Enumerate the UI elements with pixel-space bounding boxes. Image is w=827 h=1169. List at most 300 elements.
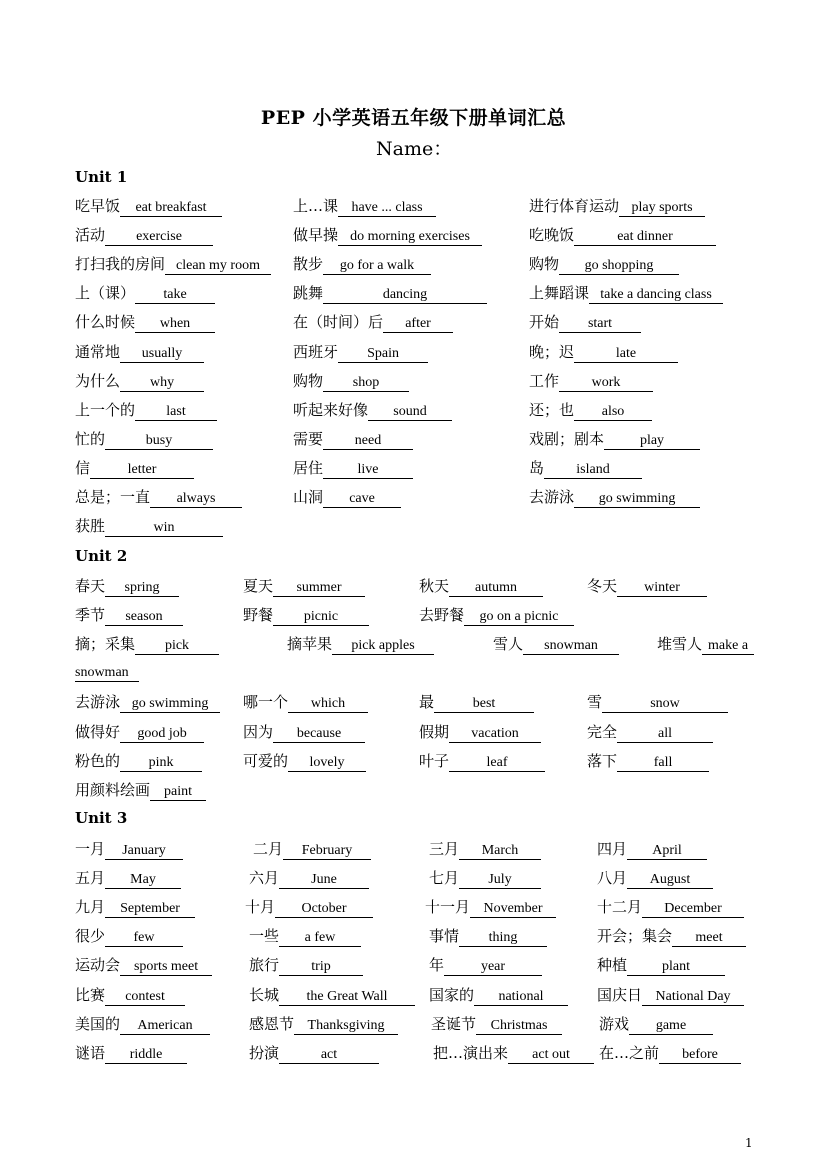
english-answer: island	[544, 461, 642, 479]
english-answer: all	[617, 725, 713, 743]
english-answer: pick	[135, 637, 219, 655]
page-number: 1	[745, 1136, 753, 1150]
chinese-term: 野餐	[243, 606, 274, 625]
vocab-item	[431, 1013, 562, 1035]
vocab-item	[75, 633, 219, 655]
vocab-item	[597, 896, 744, 918]
unit3-row	[75, 984, 775, 1008]
chinese-term: 三月	[429, 840, 460, 858]
english-answer: take a dancing class	[589, 286, 723, 304]
vocab-item	[249, 925, 361, 947]
vocab-item	[529, 428, 700, 450]
unit2-row	[75, 721, 775, 745]
english-answer: exercise	[105, 228, 213, 246]
vocab-item	[75, 1013, 210, 1035]
english-answer: Spain	[338, 345, 428, 363]
vocab-item	[249, 954, 363, 976]
vocab-item	[529, 311, 641, 333]
english-answer: start	[559, 315, 641, 333]
vocab-item	[493, 633, 619, 655]
english-answer: trip	[279, 958, 363, 976]
chinese-term: 一些	[249, 927, 280, 946]
vocab-item	[293, 399, 452, 421]
vocab-item	[293, 253, 431, 275]
chinese-term: 感恩节	[249, 1014, 295, 1033]
vocab-item	[75, 691, 220, 713]
chinese-term: 为什么	[75, 371, 121, 390]
english-answer: also	[574, 403, 652, 421]
chinese-term: 哪一个	[243, 693, 289, 712]
english-answer: sports meet	[120, 958, 212, 976]
chinese-term: 种植	[597, 956, 628, 975]
vocab-item	[529, 457, 642, 479]
chinese-term: 购物	[529, 255, 560, 274]
vocab-item	[587, 721, 713, 743]
english-answer: September	[105, 900, 195, 918]
english-answer: take	[135, 286, 215, 304]
english-answer: go on a picnic	[464, 608, 574, 626]
english-answer: go swimming	[120, 695, 220, 713]
english-answer: because	[273, 725, 365, 743]
chinese-term: 长城	[249, 985, 280, 1004]
vocab-item	[425, 896, 556, 918]
vocab-item	[75, 838, 183, 860]
chinese-term: 谜语	[75, 1043, 106, 1062]
vocab-item	[75, 750, 202, 772]
english-answer: pink	[120, 754, 202, 772]
english-answer: plant	[627, 958, 725, 976]
unit1-heading: Unit 1	[75, 168, 128, 186]
chinese-term: 把…演出来	[433, 1043, 509, 1062]
english-answer: clean my room	[165, 257, 271, 275]
english-answer: snowman	[523, 637, 619, 655]
chinese-term: 去野餐	[419, 606, 465, 625]
chinese-term: 四月	[597, 840, 628, 858]
vocab-item	[529, 195, 705, 217]
english-answer: contest	[105, 988, 185, 1006]
chinese-term: 打扫我的房间	[75, 255, 166, 274]
english-answer: national	[474, 988, 568, 1006]
english-answer: game	[629, 1017, 713, 1035]
chinese-term: 可爱的	[243, 751, 289, 770]
unit1-row	[75, 428, 775, 452]
chinese-term: 十一月	[425, 898, 471, 917]
chinese-term: 一月	[75, 840, 106, 858]
english-answer: act	[279, 1046, 379, 1064]
english-answer: October	[275, 900, 373, 918]
chinese-term: 散步	[293, 255, 324, 274]
vocab-item	[253, 838, 371, 860]
vocab-item	[587, 575, 707, 597]
chinese-term: 晚；迟	[529, 342, 575, 361]
unit3-row	[75, 925, 775, 949]
vocab-item	[243, 691, 368, 713]
vocab-item	[75, 341, 204, 363]
vocab-item	[293, 224, 482, 246]
chinese-term: 居住	[293, 458, 324, 477]
unit3-row	[75, 867, 775, 891]
vocab-item	[243, 721, 365, 743]
english-answer: January	[105, 842, 183, 860]
vocab-item	[75, 428, 213, 450]
english-answer: picnic	[273, 608, 369, 626]
chinese-term: 五月	[75, 869, 106, 888]
chinese-term: 春天	[75, 577, 106, 595]
chinese-term: 扮演	[249, 1043, 280, 1062]
vocab-item	[75, 867, 181, 889]
unit1-row	[75, 399, 775, 423]
chinese-term: 事情	[429, 927, 460, 946]
chinese-term: 活动	[75, 226, 106, 245]
unit2-row	[75, 604, 775, 628]
english-answer: late	[574, 345, 678, 363]
unit2-row	[75, 575, 775, 599]
english-answer: eat breakfast	[120, 199, 222, 217]
chinese-term: 吃晚饭	[529, 226, 575, 245]
english-answer: when	[135, 315, 215, 333]
english-answer: letter	[90, 461, 194, 479]
unit3-row	[75, 896, 775, 920]
english-answer: before	[659, 1046, 741, 1064]
vocab-item	[243, 575, 365, 597]
chinese-term: 用颜料绘画	[75, 780, 151, 799]
vocab-item	[293, 282, 487, 304]
chinese-term: 跳舞	[293, 284, 324, 303]
vocab-item	[599, 1042, 741, 1064]
chinese-term: 上…课	[293, 197, 339, 215]
chinese-term: 戏剧；剧本	[529, 429, 605, 448]
english-answer: August	[627, 871, 713, 889]
chinese-term: 听起来好像	[293, 400, 369, 419]
english-answer: pick apples	[332, 637, 434, 655]
english-answer: go swimming	[574, 490, 700, 508]
vocab-item	[75, 925, 183, 947]
english-answer: autumn	[449, 579, 543, 597]
vocab-item	[529, 282, 723, 304]
chinese-term: 总是；一直	[75, 488, 151, 506]
vocab-item	[293, 311, 453, 333]
chinese-term: 开会；集会	[597, 927, 673, 946]
chinese-term: 雪人	[493, 635, 524, 654]
english-answer: vacation	[449, 725, 541, 743]
chinese-term: 上一个的	[75, 400, 136, 419]
chinese-term: 假期	[419, 722, 450, 741]
chinese-term: 信	[75, 458, 91, 477]
chinese-term: 西班牙	[293, 342, 339, 361]
chinese-term: 在…之前	[599, 1043, 660, 1062]
chinese-term: 国家的	[429, 985, 475, 1004]
chinese-term: 十二月	[597, 898, 643, 917]
chinese-term: 摘；采集	[75, 635, 136, 654]
chinese-term: 通常地	[75, 342, 121, 361]
english-answer: meet	[672, 929, 746, 947]
english-answer: spring	[105, 579, 179, 597]
vocab-item	[75, 486, 242, 508]
vocab-item	[249, 867, 369, 889]
chinese-term: 开始	[529, 313, 560, 332]
unit1-row	[75, 457, 775, 481]
unit2-row	[75, 779, 775, 803]
chinese-term: 获胜	[75, 517, 106, 536]
english-answer: shop	[323, 374, 409, 392]
chinese-term: 做早操	[293, 226, 339, 245]
vocab-item	[419, 691, 534, 713]
english-answer: always	[150, 490, 242, 508]
vocab-item	[75, 604, 183, 626]
english-answer: winter	[617, 579, 707, 597]
chinese-term: 运动会	[75, 956, 121, 975]
vocab-item	[529, 370, 653, 392]
english-answer: last	[135, 403, 217, 421]
vocab-item	[419, 750, 545, 772]
unit1-row	[75, 282, 775, 306]
english-answer: few	[105, 929, 183, 947]
english-answer: good job	[120, 725, 204, 743]
vocab-item	[75, 1042, 187, 1064]
chinese-term: 八月	[597, 869, 628, 888]
unit3-heading: Unit 3	[75, 809, 128, 827]
vocab-item	[249, 1013, 398, 1035]
name-label: Name：	[376, 138, 453, 160]
chinese-term: 冬天	[587, 577, 618, 595]
vocab-item	[243, 750, 366, 772]
english-answer: do morning exercises	[338, 228, 482, 246]
chinese-term: 年	[429, 956, 445, 975]
english-answer: best	[434, 695, 534, 713]
vocab-item	[75, 779, 206, 801]
english-answer: American	[120, 1017, 210, 1035]
chinese-term: 需要	[293, 429, 324, 448]
chinese-term: 购物	[293, 371, 324, 390]
chinese-term: 叶子	[419, 751, 450, 770]
vocab-item	[597, 925, 746, 947]
english-answer: National Day	[642, 988, 744, 1006]
english-answer: play sports	[619, 199, 705, 217]
unit1-row	[75, 370, 775, 394]
chinese-term: 在（时间）后	[293, 313, 384, 332]
chinese-term: 做得好	[75, 722, 121, 741]
chinese-term: 因为	[243, 722, 274, 741]
english-answer: cave	[323, 490, 401, 508]
vocab-item	[429, 838, 541, 860]
vocab-item	[293, 428, 413, 450]
english-answer: December	[642, 900, 744, 918]
page-title: PEP 小学英语五年级下册单词汇总	[260, 107, 567, 129]
english-answer: usually	[120, 345, 204, 363]
chinese-term: 夏天	[243, 577, 274, 595]
chinese-term: 粉色的	[75, 751, 121, 770]
chinese-term: 最	[419, 693, 435, 712]
vocab-item	[75, 575, 179, 597]
english-answer: lovely	[288, 754, 366, 772]
english-answer: act out	[508, 1046, 594, 1064]
unit1-row	[75, 311, 775, 335]
unit1-row	[75, 515, 775, 539]
english-answer: season	[105, 608, 183, 626]
vocab-item	[293, 341, 428, 363]
english-answer: make a	[702, 637, 754, 655]
unit2-row	[75, 750, 775, 774]
chinese-term: 什么时候	[75, 313, 136, 332]
unit2-heading: Unit 2	[75, 547, 128, 565]
english-answer: win	[105, 519, 223, 537]
vocab-item	[597, 954, 725, 976]
chinese-term: 上（课）	[75, 284, 136, 303]
vocab-item	[75, 721, 204, 743]
english-answer: March	[459, 842, 541, 860]
english-answer: April	[627, 842, 707, 860]
vocab-item	[529, 253, 679, 275]
chinese-term: 还；也	[529, 400, 575, 419]
vocab-item	[75, 984, 185, 1006]
vocab-item	[75, 370, 204, 392]
english-answer: sound	[368, 403, 452, 421]
vocab-item	[75, 311, 215, 333]
vocab-item	[657, 633, 754, 655]
english-answer: summer	[273, 579, 365, 597]
chinese-term: 落下	[587, 751, 618, 770]
chinese-term: 圣诞节	[431, 1014, 477, 1033]
chinese-term: 美国的	[75, 1014, 121, 1033]
vocab-item	[419, 575, 543, 597]
chinese-term: 忙的	[75, 429, 106, 448]
chinese-term: 山洞	[293, 488, 324, 506]
vocab-item	[75, 195, 222, 217]
english-answer: why	[120, 374, 204, 392]
english-answer: Christmas	[476, 1017, 562, 1035]
vocab-item	[75, 457, 194, 479]
vocab-item	[75, 515, 223, 537]
vocab-item	[75, 282, 215, 304]
unit3-row	[75, 954, 775, 978]
vocab-item	[587, 691, 728, 713]
vocab-item	[293, 457, 413, 479]
vocab-item	[597, 838, 707, 860]
chinese-term: 十月	[245, 898, 276, 917]
unit3-row	[75, 838, 775, 862]
english-answer: a few	[279, 929, 361, 947]
english-answer: busy	[105, 432, 213, 450]
chinese-term: 堆雪人	[657, 635, 703, 654]
unit1-row	[75, 486, 775, 510]
vocab-item	[429, 925, 547, 947]
chinese-term: 游戏	[599, 1014, 630, 1033]
vocab-item	[293, 486, 401, 508]
chinese-term: 国庆日	[597, 985, 643, 1004]
vocab-item	[249, 984, 415, 1006]
vocab-item	[293, 195, 436, 217]
vocab-item	[433, 1042, 594, 1064]
vocab-item	[249, 1042, 379, 1064]
english-answer: live	[323, 461, 413, 479]
unit2-row	[75, 691, 775, 715]
chinese-term: 六月	[249, 869, 280, 888]
chinese-term: 上舞蹈课	[529, 284, 590, 303]
english-answer: work	[559, 374, 653, 392]
vocab-item	[287, 633, 434, 655]
chinese-term: 岛	[529, 458, 545, 477]
vocab-item	[243, 604, 369, 626]
vocab-item	[429, 867, 541, 889]
english-answer: go for a walk	[323, 257, 431, 275]
chinese-term: 秋天	[419, 577, 450, 595]
english-answer: snow	[602, 695, 728, 713]
vocab-item	[75, 896, 195, 918]
chinese-term: 旅行	[249, 956, 280, 975]
english-answer: June	[279, 871, 369, 889]
chinese-term: 二月	[253, 840, 284, 858]
english-answer: Thanksgiving	[294, 1017, 398, 1035]
chinese-term: 摘苹果	[287, 635, 333, 654]
english-answer: May	[105, 871, 181, 889]
english-answer: year	[444, 958, 542, 976]
vocab-item	[75, 253, 271, 275]
unit1-row	[75, 224, 775, 248]
english-answer: eat dinner	[574, 228, 716, 246]
chinese-term: 去游泳	[529, 488, 575, 506]
chinese-term: 吃早饭	[75, 197, 121, 215]
english-answer: which	[288, 695, 368, 713]
vocab-item	[75, 399, 217, 421]
unit1-row	[75, 253, 775, 277]
chinese-term: 七月	[429, 869, 460, 888]
english-answer: need	[323, 432, 413, 450]
english-answer: thing	[459, 929, 547, 947]
chinese-term: 很少	[75, 927, 106, 946]
chinese-term: 完全	[587, 722, 618, 741]
vocab-item	[75, 954, 212, 976]
chinese-term: 九月	[75, 898, 106, 917]
vocab-item	[597, 984, 744, 1006]
vocab-item	[75, 224, 213, 246]
english-answer: paint	[150, 783, 206, 801]
english-answer: go shopping	[559, 257, 679, 275]
chinese-term: 季节	[75, 606, 106, 625]
chinese-term: 进行体育运动	[529, 197, 620, 215]
unit3-row	[75, 1013, 775, 1037]
english-answer: dancing	[323, 286, 487, 304]
english-answer: November	[470, 900, 556, 918]
unit2-wrap-answer: snowman	[75, 664, 139, 682]
vocab-item	[529, 224, 716, 246]
english-answer: July	[459, 871, 541, 889]
english-answer: after	[383, 315, 453, 333]
vocab-item	[429, 984, 568, 1006]
english-answer: play	[604, 432, 700, 450]
unit3-row	[75, 1042, 775, 1066]
vocab-item	[293, 370, 409, 392]
vocab-item	[587, 750, 709, 772]
vocab-item	[419, 604, 574, 626]
english-answer: have ... class	[338, 199, 436, 217]
unit1-row	[75, 195, 775, 219]
vocab-item	[597, 867, 713, 889]
english-answer: the Great Wall	[279, 988, 415, 1006]
chinese-term: 去游泳	[75, 693, 121, 712]
english-answer: leaf	[449, 754, 545, 772]
vocab-item	[419, 721, 541, 743]
vocab-item	[245, 896, 373, 918]
chinese-term: 雪	[587, 693, 603, 712]
chinese-term: 工作	[529, 371, 560, 390]
english-answer: February	[283, 842, 371, 860]
vocab-item	[529, 486, 700, 508]
vocab-item	[429, 954, 542, 976]
chinese-term: 比赛	[75, 985, 106, 1004]
vocab-item	[529, 399, 652, 421]
english-answer: riddle	[105, 1046, 187, 1064]
english-answer: fall	[617, 754, 709, 772]
